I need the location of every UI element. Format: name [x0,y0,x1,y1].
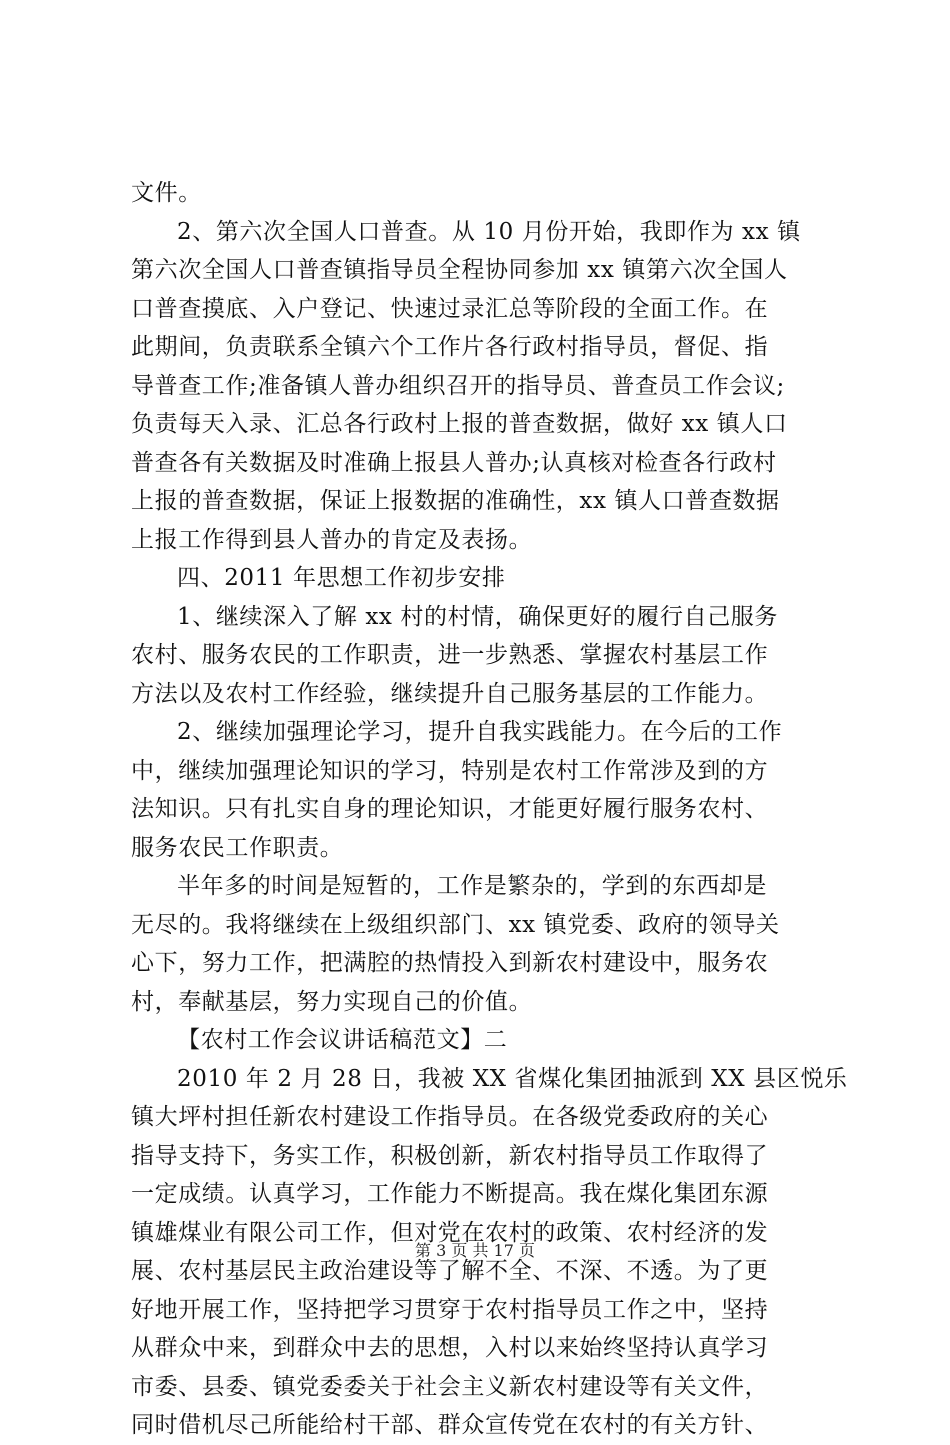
text-line: 口普查摸底、入户登记、快速过录汇总等阶段的全面工作。在 [131,295,769,322]
text-line: 镇大坪村担任新农村建设工作指导员。在各级党委政府的关心 [131,1104,769,1130]
text-line: 村，奉献基层，努力实现自己的价值。 [131,988,533,1015]
paragraph-start-line: 半年多的时间是短暂的，工作是繁杂的，学到的东西却是 [177,873,767,899]
text-line: 中，继续加强理论知识的学习，特别是农村工作常涉及到的方 [131,757,769,784]
text-line: 好地开展工作，坚持把学习贯穿于农村指导员工作之中，坚持 [131,1296,769,1323]
text-line: 法知识。只有扎实自身的理论知识，才能更好履行服务农村、 [131,796,769,822]
text-line: 市委、县委、镇党委委关于社会主义新农村建设等有关文件， [131,1373,769,1400]
text-line: 此期间，负责联系全镇六个工作片各行政村指导员，督促、指 [131,334,769,360]
text-line: 农村、服务农民的工作职责，进一步熟悉、掌握农村基层工作 [131,642,769,668]
section-heading: 【农村工作会议讲话稿范文】二 [177,1027,508,1053]
text-line: 上报的普查数据，保证上报数据的准确性，xx 镇人口普查数据 [131,488,780,514]
text-line: 镇雄煤业有限公司工作，但对党在农村的政策、农村经济的发 [131,1219,769,1246]
text-line: 第六次全国人口普查镇指导员全程协同参加 xx 镇第六次全国人 [131,257,788,283]
text-line: 心下，努力工作，把满腔的热情投入到新农村建设中，服务农 [131,950,769,976]
text-line: 指导支持下，务实工作，积极创新，新农村指导员工作取得了 [131,1142,769,1169]
text-line: 文件。 [131,180,202,206]
text-line: 普查各有关数据及时准确上报县人普办;认真核对检查各行政村 [131,449,777,476]
text-line: 上报工作得到县人普办的肯定及表扬。 [131,526,533,553]
paragraph-start-line: 2010 年 2 月 28 日，我被 XX 省煤化集团抽派到 XX 县区悦乐 [177,1065,848,1092]
paragraph-start-line: 2、第六次全国人口普查。从 10 月份开始，我即作为 xx 镇 [177,218,801,245]
text-line: 无尽的。我将继续在上级组织部门、xx 镇党委、政府的领导关 [131,911,780,938]
text-line: 负责每天入录、汇总各行政村上报的普查数据，做好 xx 镇人口 [131,411,788,437]
page-number-footer: 第 3 页 共 17 页 [415,1241,535,1260]
section-heading: 四、2011 年思想工作初步安排 [177,565,506,591]
text-line: 展、农村基层民主政治建设等了解不全、不深、不透。为了更 [131,1258,769,1284]
text-line: 服务农民工作职责。 [131,834,344,861]
text-line: 同时借机尽己所能给村干部、群众宣传党在农村的有关方针、 [131,1412,769,1438]
text-line: 导普查工作;准备镇人普办组织召开的指导员、普查员工作会议; [131,372,785,399]
paragraph-start-line: 1、继续深入了解 xx 村的村情，确保更好的履行自己服务 [177,603,778,630]
paragraph-start-line: 2、继续加强理论学习，提升自我实践能力。在今后的工作 [177,719,783,745]
text-line: 从群众中来，到群众中去的思想，入村以来始终坚持认真学习 [131,1335,769,1361]
text-line: 方法以及农村工作经验，继续提升自己服务基层的工作能力。 [131,680,769,707]
text-line: 一定成绩。认真学习，工作能力不断提高。我在煤化集团东源 [131,1181,769,1207]
